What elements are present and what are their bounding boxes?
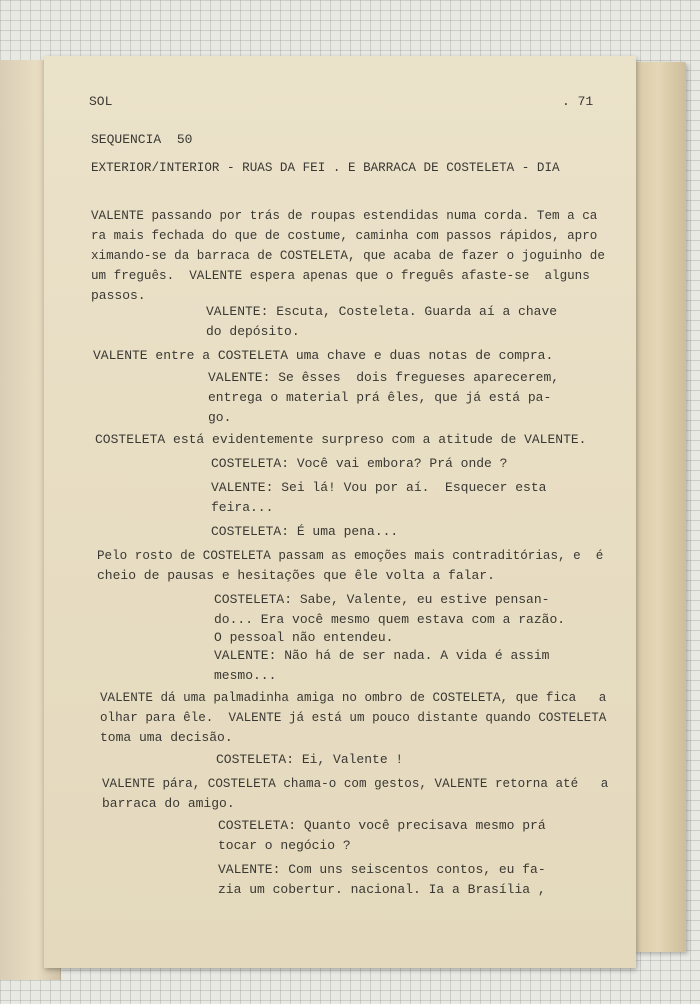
action-line: VALENTE passando por trás de roupas estendidas numa corda. Tem a ca [91, 209, 598, 223]
action-line: toma uma decisão. [100, 730, 233, 745]
action-line: ximando-se da barraca de COSTELETA, que acaba de fazer o joguinho de [91, 249, 605, 263]
dialogue-line: mesmo... [214, 668, 277, 683]
dialogue-line: COSTELETA: Você vai embora? Prá onde ? [211, 456, 508, 471]
sequence-number: SEQUENCIA 50 [91, 132, 193, 147]
action-line: um freguês. VALENTE espera apenas que o freguês afaste-se alguns [91, 269, 590, 283]
dialogue-line: COSTELETA: Quanto você precisava mesmo prá [218, 818, 546, 833]
action-line: VALENTE entre a COSTELETA uma chave e duas notas de compra. [93, 348, 554, 363]
dialogue-line: zia um cobertur. nacional. Ia a Brasília , [218, 882, 546, 897]
dialogue-line: tocar o negócio ? [218, 838, 351, 853]
page-number: . 71 [562, 94, 594, 109]
dialogue-line: VALENTE: Escuta, Costeleta. Guarda aí a chave [206, 304, 558, 319]
action-line: barraca do amigo. [102, 796, 235, 811]
dialogue-line: COSTELETA: É uma pena... [211, 524, 399, 539]
action-line: ra mais fechada do que de costume, caminha com passos rápidos, apro [91, 229, 598, 243]
dialogue-line: VALENTE: Com uns seiscentos contos, eu fa- [218, 862, 546, 877]
script-page [44, 56, 636, 968]
dialogue-line: VALENTE: Sei lá! Vou por aí. Esquecer esta [211, 480, 547, 495]
dialogue-line: do... Era você mesmo quem estava com a razão. [214, 612, 566, 627]
action-line: cheio de pausas e hesitações que êle volta a falar. [97, 568, 495, 583]
back-sheet-edge [630, 62, 686, 952]
action-line: VALENTE dá uma palmadinha amiga no ombro de COSTELETA, que fica a [100, 691, 607, 705]
dialogue-line: do depósito. [206, 324, 300, 339]
action-line: passos. [91, 288, 146, 303]
dialogue-line: feira... [211, 500, 274, 515]
dialogue-line: go. [208, 410, 232, 425]
dialogue-line: VALENTE: Se êsses dois fregueses aparecerem, [208, 370, 560, 385]
dialogue-line: VALENTE: Não há de ser nada. A vida é assim [214, 648, 550, 663]
action-line: COSTELETA está evidentemente surpreso com a atitude de VALENTE. [95, 432, 587, 447]
scene-heading: EXTERIOR/INTERIOR - RUAS DA FEI . E BARRACA DE COSTELETA - DIA [91, 161, 560, 175]
dialogue-line: COSTELETA: Ei, Valente ! [216, 752, 404, 767]
header-left: SOL [89, 94, 113, 109]
action-line: olhar para êle. VALENTE já está um pouco distante quando COSTELETA [100, 711, 607, 725]
dialogue-line: O pessoal não entendeu. [214, 630, 394, 645]
dialogue-line: entrega o material prá êles, que já está pa- [208, 390, 552, 405]
action-line: VALENTE pára, COSTELETA chama-o com gestos, VALENTE retorna até a [102, 777, 609, 791]
dialogue-line: COSTELETA: Sabe, Valente, eu estive pensan- [214, 592, 550, 607]
action-line: Pelo rosto de COSTELETA passam as emoções mais contraditórias, e é [97, 549, 604, 563]
